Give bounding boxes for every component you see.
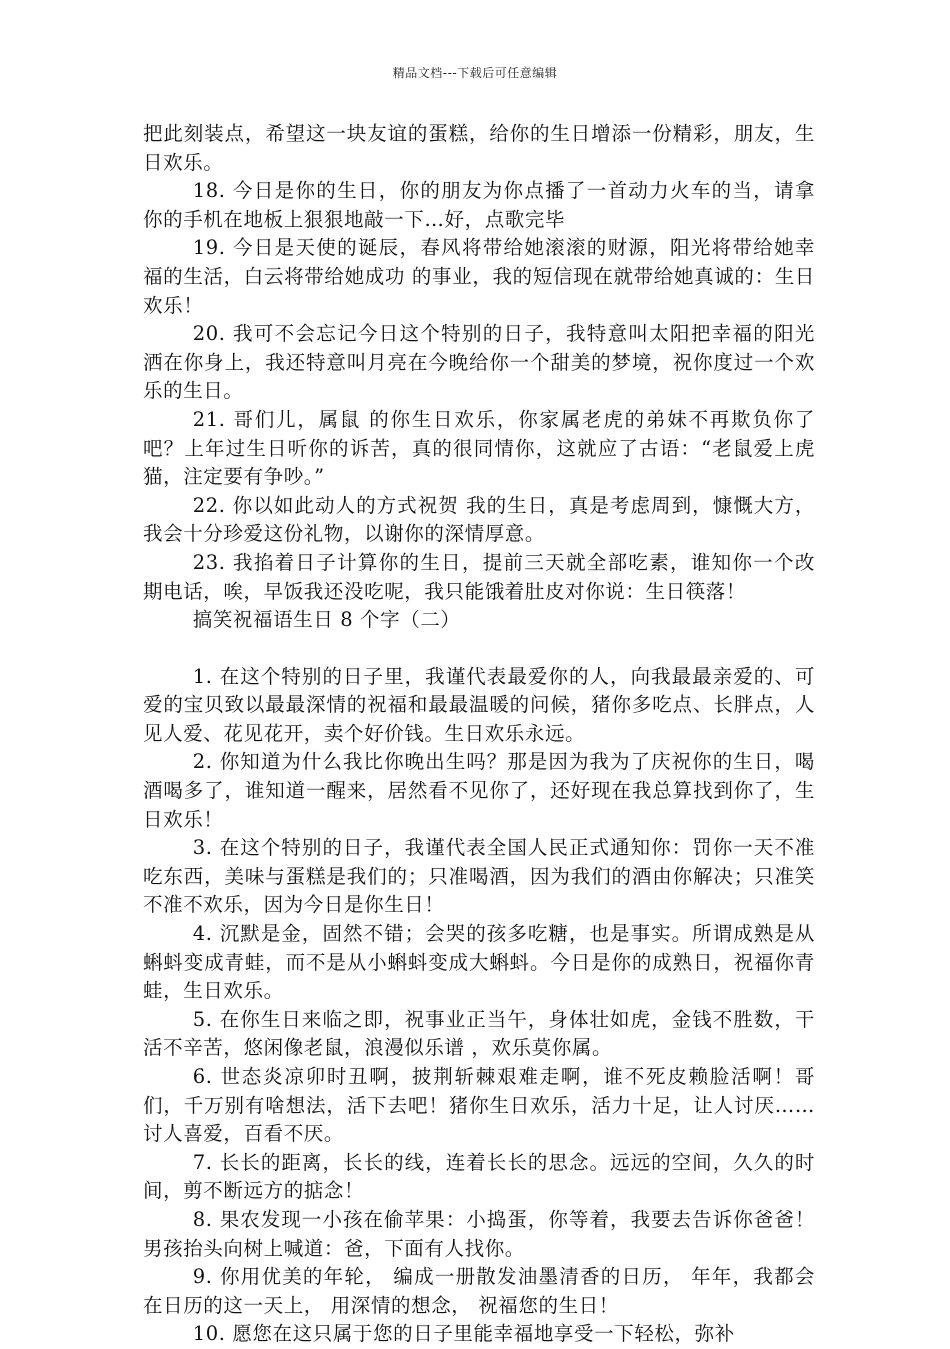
section-heading: 搞笑祝福语生日 8 个字（二） (192, 608, 461, 632)
body-paragraph: 7. 长长的距离，长长的线，连着长长的思念。远远的空间，久久的时间，剪不断远方的掂念！ (143, 1150, 815, 1203)
body-paragraph: 20. 我可不会忘记今日这个特别的日子，我特意叫太阳把幸福的阳光洒在你身上，我还特意叫月亮在今晚给你一个甜美的梦境，祝你度过一个欢乐的生日。 (143, 322, 815, 403)
body-paragraph: 5. 在你生日来临之即，祝事业正当午，身体壮如虎，金钱不胜数，干活不辛苦，悠闲像老鼠，浪漫似乐谱 ，欢乐莫你属。 (143, 1007, 815, 1060)
document-body (143, 120, 815, 1349)
body-paragraph: 4. 沉默是金，固然不错；会哭的孩多吃糖，也是事实。所谓成熟是从蝌蚪变成青蛙，而不是从小蝌蚪变成大蝌蚪。今日是你的成熟日，祝福你青蛙，生日欢乐。 (143, 922, 815, 1003)
page-header: 精品文档---下载后可任意编辑 (392, 66, 558, 80)
body-paragraph: 9. 你用优美的年轮， 编成一册散发油墨清香的日历， 年年，我都会在日历的这一天上， 用深情的想念， 祝福您的生日！ (143, 1265, 815, 1317)
body-paragraph: 6. 世态炎凉卯时丑啊，披荆斩棘艰难走啊，谁不死皮赖脸活啊！哥们，千万别有啥想法，活下去吧！猪你生日欢乐，活力十足，让人讨厌……讨人喜爱，百看不厌。 (143, 1065, 815, 1146)
body-paragraph: 23. 我掐着日子计算你的生日，提前三天就全部吃素，谁知你一个改期电话，唉，早饭我还没吃呢，我只能饿着肚皮对你说：生日筷落！ (143, 550, 815, 603)
body-paragraph: 把此刻装点，希望这一块友谊的蛋糕，给你的生日增添一份精彩，朋友，生日欢乐。 (143, 122, 815, 174)
body-paragraph: 1. 在这个特别的日子里，我谨代表最爱你的人，向我最最亲爱的、可爱的宝贝致以最最深情的祝福和最最温暖的问候，猪你多吃点、长胖点，人见人爱、花见花开，卖个好价钱。生日欢乐永远。 (143, 664, 815, 745)
body-paragraph: 2. 你知道为什么我比你晚出生吗？那是因为我为了庆祝你的生日，喝酒喝多了，谁知道一醒来，居然看不见你了，还好现在我总算找到你了，生日欢乐！ (143, 750, 815, 831)
body-paragraph: 10. 愿您在这只属于您的日子里能幸福地享受一下轻松，弥补 (192, 1322, 735, 1346)
body-paragraph: 21. 哥们儿，属鼠 的你生日欢乐，你家属老虎的弟妹不再欺负你了吧？上年过生日听你的诉苦，真的很同情你，这就应了古语：“老鼠爱上虎猫，注定要有争吵。” (143, 407, 815, 489)
body-paragraph: 8. 果农发现一小孩在偷苹果：小捣蛋，你等着，我要去告诉你爸爸！男孩抬头向树上喊道：爸，下面有人找你。 (143, 1207, 815, 1260)
body-paragraph: 22. 你以如此动人的方式祝贺 我的生日，真是考虑周到，慷慨大方，我会十分珍爱这份礼物，以谢你的深情厚意。 (143, 493, 815, 546)
body-paragraph: 3. 在这个特别的日子，我谨代表全国人民正式通知你：罚你一天不准吃东西，美味与蛋糕是我们的；只准喝酒，因为我们的酒由你解决；只准笑不准不欢乐，因为今日是你生日！ (143, 836, 815, 917)
body-paragraph: 18. 今日是你的生日，你的朋友为你点播了一首动力火车的当，请拿你的手机在地板上狠狠地敲一下…好，点歌完毕 (143, 179, 815, 231)
body-paragraph: 19. 今日是天使的诞辰，春风将带给她滚滚的财源，阳光将带给她幸福的生活，白云将带给她成功 的事业，我的短信现在就带给她真诚的：生日欢乐！ (143, 236, 815, 317)
